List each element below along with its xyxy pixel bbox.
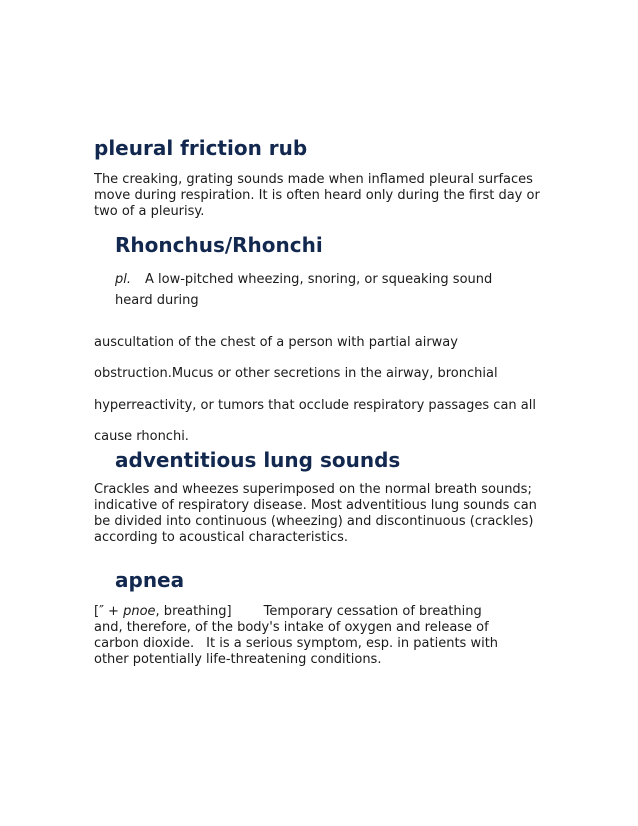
term-heading-adventitious-lung-sounds: adventitious lung sounds xyxy=(115,448,401,472)
definition-apnea xyxy=(94,604,514,668)
rhonchus-definition-line-1 xyxy=(115,272,492,288)
rhonchus-definition-line-4: obstruction.Mucus or other secretions in the airway, bronchial xyxy=(94,366,498,381)
term-heading-apnea: apnea xyxy=(115,568,185,592)
rhonchus-line-1-text: A low-pitched wheezing, snoring, or squeaking sound xyxy=(145,272,493,287)
rhonchus-definition-line-3: auscultation of the chest of a person with partial airway xyxy=(94,335,458,350)
etymology-close: , breathing] xyxy=(155,604,232,619)
etymology-open: [″ + xyxy=(94,604,124,619)
etymology-word: pnoe xyxy=(123,604,156,619)
rhonchus-definition-line-6: cause rhonchi. xyxy=(94,429,189,444)
apnea-definition-b: It is a serious symptom, esp. in patients with other potentially life-threatening conditions. xyxy=(94,636,499,667)
definition-pleural-friction-rub: The creaking, grating sounds made when inflamed pleural surfaces move during respiration. It is often heard only during the first day or two of a pleurisy. xyxy=(94,172,540,219)
definition-adventitious-lung-sounds: Crackles and wheezes superimposed on the normal breath sounds; indicative of respiratory disease. Most adventitious lung sounds can be divided into continuous (wheezing) and discontinuous (crackles) according to acoustical characteristics. xyxy=(94,482,537,545)
rhonchus-definition-line-2: heard during xyxy=(115,293,199,308)
term-heading-rhonchus: Rhonchus/Rhonchi xyxy=(115,233,323,257)
plural-abbreviation: pl. xyxy=(115,272,131,287)
apnea-definition-a: Temporary cessation of breathing and, therefore, of the body's intake of oxygen and release of carbon dioxide. xyxy=(94,604,489,651)
rhonchus-definition-line-5: hyperreactivity, or tumors that occlude respiratory passages can all xyxy=(94,398,536,413)
term-heading-pleural-friction-rub: pleural friction rub xyxy=(94,136,308,160)
